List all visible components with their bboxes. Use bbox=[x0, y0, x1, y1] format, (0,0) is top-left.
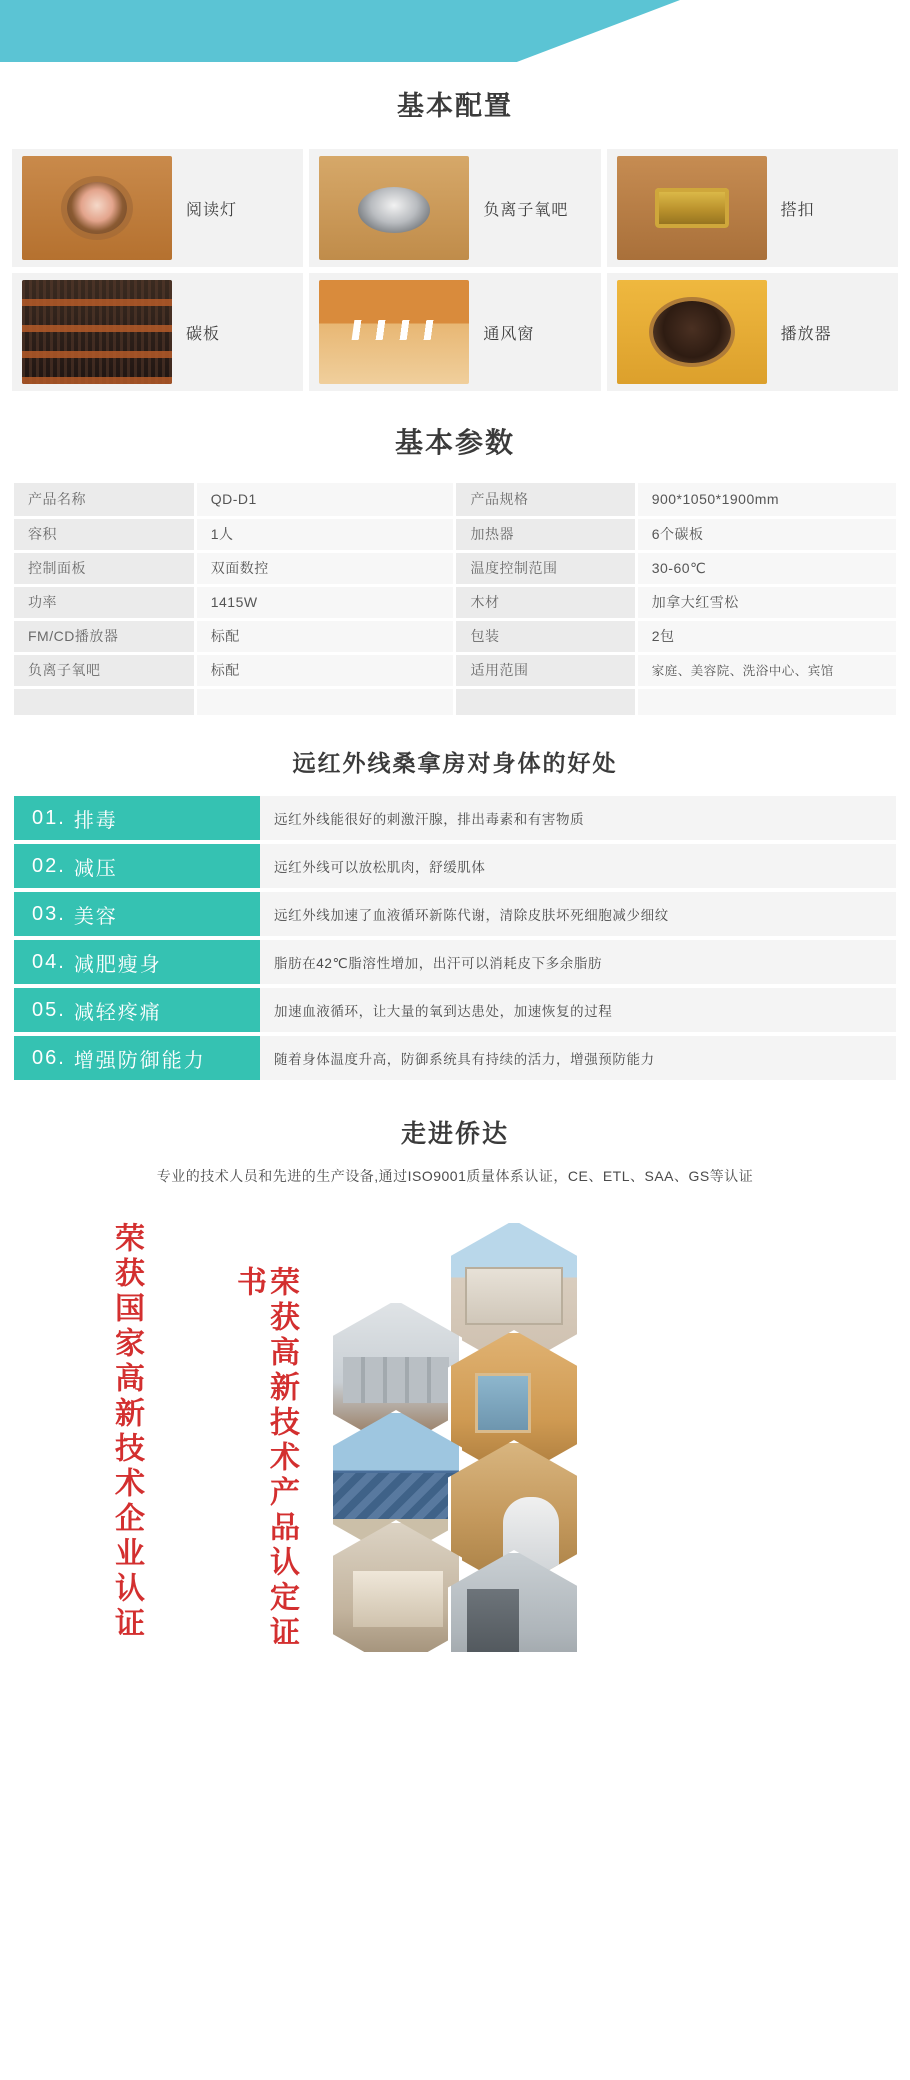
vent-window-photo bbox=[319, 280, 469, 384]
benefit-name-block bbox=[14, 988, 260, 1032]
list-item bbox=[14, 1036, 896, 1080]
spec-key: 产品规格 bbox=[455, 483, 636, 517]
benefit-name-block bbox=[14, 1036, 260, 1080]
spec-key: 容积 bbox=[14, 517, 195, 551]
spec-key: 加热器 bbox=[455, 517, 636, 551]
spec-table bbox=[14, 483, 896, 715]
spec-key: 产品名称 bbox=[14, 483, 195, 517]
carbon-panel-photo bbox=[22, 280, 172, 384]
about-subtitle: 专业的技术人员和先进的生产设备,通过ISO9001质量体系认证，CE、ETL、SAA、GS等认证 bbox=[156, 1168, 754, 1184]
list-item bbox=[14, 892, 896, 936]
spec-key: 温度控制范围 bbox=[455, 551, 636, 585]
spec-key: FM/CD播放器 bbox=[14, 619, 195, 653]
benefit-number: 05. bbox=[32, 998, 66, 1021]
spec-key: 控制面板 bbox=[14, 551, 195, 585]
feature-label: 播放器 bbox=[780, 325, 832, 343]
spec-value: QD-D1 bbox=[195, 483, 455, 517]
certificate-text-1: 荣获国家高新技术企业认证 bbox=[110, 1222, 143, 1642]
spec-filler-cell bbox=[636, 687, 896, 715]
table-row bbox=[14, 551, 896, 585]
feature-item bbox=[309, 273, 600, 391]
benefit-name: 美容 bbox=[73, 905, 118, 928]
benefit-name-block bbox=[14, 892, 260, 936]
benefit-name: 减轻疼痛 bbox=[73, 1001, 162, 1024]
benefit-desc: 远红外线加速了血液循环新陈代谢，清除皮肤坏死细胞减少细纹 bbox=[260, 892, 896, 936]
benefit-number: 03. bbox=[32, 902, 66, 925]
table-row bbox=[14, 585, 896, 619]
feature-item bbox=[12, 273, 303, 391]
spec-value: 加拿大红雪松 bbox=[636, 585, 896, 619]
spec-value: 6个碳板 bbox=[636, 517, 896, 551]
benefit-number: 04. bbox=[32, 950, 66, 973]
table-row bbox=[14, 483, 896, 517]
benefits-section-title: 远红外线桑拿房对身体的好处 bbox=[292, 750, 618, 776]
spec-value: 1415W bbox=[195, 585, 455, 619]
spec-value: 标配 bbox=[195, 619, 455, 653]
feature-label: 搭扣 bbox=[780, 201, 815, 219]
about-section-title: 走进侨达 bbox=[400, 1120, 509, 1148]
spec-value: 家庭、美容院、洗浴中心、宾馆 bbox=[636, 653, 896, 687]
spec-key: 木材 bbox=[455, 585, 636, 619]
machine-photo bbox=[448, 1550, 580, 1652]
latch-photo bbox=[617, 156, 767, 260]
feature-label: 阅读灯 bbox=[186, 201, 238, 219]
player-photo bbox=[617, 280, 767, 384]
benefit-name: 减肥瘦身 bbox=[73, 953, 162, 976]
spec-table-wrap bbox=[0, 483, 910, 715]
spec-value: 900*1050*1900mm bbox=[636, 483, 896, 517]
benefit-desc: 加速血液循环，让大量的氧到达患处，加速恢复的过程 bbox=[260, 988, 896, 1032]
specs-section-title: 基本参数 bbox=[394, 427, 515, 458]
feature-label: 通风窗 bbox=[483, 325, 535, 343]
list-item bbox=[14, 988, 896, 1032]
benefit-desc: 脂肪在42℃脂溶性增加，出汗可以消耗皮下多余脂肪 bbox=[260, 940, 896, 984]
benefit-name-block bbox=[14, 844, 260, 888]
showroom-photo bbox=[330, 1520, 462, 1652]
certificate-gallery bbox=[0, 1212, 910, 1652]
table-row bbox=[14, 653, 896, 687]
spec-key: 负离子氧吧 bbox=[14, 653, 195, 687]
list-item bbox=[14, 940, 896, 984]
benefit-desc: 随着身体温度升高，防御系统具有持续的活力，增强预防能力 bbox=[260, 1036, 896, 1080]
benefit-number: 01. bbox=[32, 806, 66, 829]
table-row bbox=[14, 619, 896, 653]
benefit-number: 02. bbox=[32, 854, 66, 877]
feature-item bbox=[309, 149, 600, 267]
benefit-name-block bbox=[14, 796, 260, 840]
spec-key: 适用范围 bbox=[455, 653, 636, 687]
benefit-name: 增强防御能力 bbox=[73, 1049, 206, 1072]
banner-teal-shape bbox=[0, 0, 680, 62]
feature-label: 碳板 bbox=[186, 325, 221, 343]
spec-value: 1人 bbox=[195, 517, 455, 551]
table-row bbox=[14, 517, 896, 551]
list-item bbox=[14, 844, 896, 888]
feature-label: 负离子氧吧 bbox=[483, 201, 569, 219]
top-banner bbox=[0, 0, 910, 62]
spec-value: 2包 bbox=[636, 619, 896, 653]
feature-item bbox=[12, 149, 303, 267]
certificate-text-2: 荣获高新技术产品认定证书 bbox=[232, 1266, 298, 1651]
ion-oxygen-bar-photo bbox=[319, 156, 469, 260]
benefit-name-block bbox=[14, 940, 260, 984]
spec-key: 功率 bbox=[14, 585, 195, 619]
table-row-filler bbox=[14, 687, 896, 715]
spec-value: 标配 bbox=[195, 653, 455, 687]
hex-photo-cluster bbox=[330, 1212, 890, 1642]
spec-key: 包装 bbox=[455, 619, 636, 653]
benefit-desc: 远红外线可以放松肌肉，舒缓肌体 bbox=[260, 844, 896, 888]
benefit-name: 减压 bbox=[73, 857, 118, 880]
features-section-title: 基本配置 bbox=[397, 91, 513, 121]
feature-item bbox=[607, 149, 898, 267]
spec-value: 30-60℃ bbox=[636, 551, 896, 585]
reading-light-photo bbox=[22, 156, 172, 260]
benefit-number: 06. bbox=[32, 1046, 66, 1069]
benefit-desc: 远红外线能很好的刺激汗腺，排出毒素和有害物质 bbox=[260, 796, 896, 840]
benefit-name: 排毒 bbox=[73, 809, 118, 832]
spec-filler-cell bbox=[455, 687, 636, 715]
spec-value: 双面数控 bbox=[195, 551, 455, 585]
feature-grid bbox=[0, 149, 910, 391]
feature-item bbox=[607, 273, 898, 391]
benefits-list bbox=[0, 796, 910, 1080]
list-item bbox=[14, 796, 896, 840]
spec-filler-cell bbox=[195, 687, 455, 715]
spec-filler-cell bbox=[14, 687, 195, 715]
